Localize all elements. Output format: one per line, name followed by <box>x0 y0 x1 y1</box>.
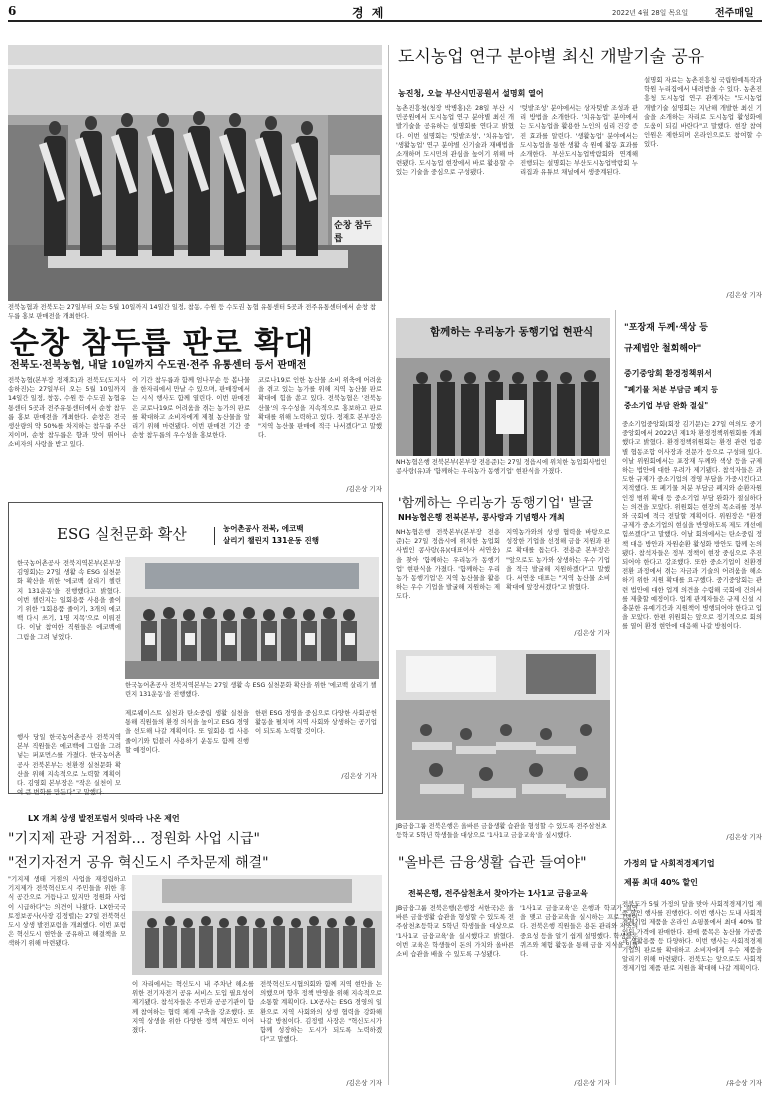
main-article-col2: 이 기간 참두릅과 함께 엄나무순 등 봄나물을 한자리에서 만날 수 있으며, 판매장에서는 시식 행사도 함께 열린다. 이번 판매전은 코로나19로 어려움을 겪는 농가의 판로를 확대하고 소비자에게 제철 농산물을 알리기 위해 마련됐다. 이번 판매전 기간 중 순창 참두릅의 우수성을 홍보한다. <box>132 376 250 440</box>
lx-article-col2: 이 자리에서는 혁신도시 내 주차난 해소를 위한 전기자전거 공유 서비스 도입 필요성이 제기됐다. 참석자들은 주민과 공공기관이 함께 참여하는 협력 체계 구축을 강조했다. 또 지역 상생을 위한 다양한 정책 제안도 이어졌다. <box>132 980 254 1035</box>
agri-subhead: 농진청, 오늘 부산시민공원서 설명회 열어 <box>398 89 544 98</box>
issue-date: 2022년 4월 28일 목요일 <box>612 9 689 17</box>
reg-quote2: 중소기업 부담 완화 절실" <box>624 401 709 410</box>
esg-headline: ESG 실천문화 확산 <box>57 525 187 543</box>
esg-article-col-b1: 행사 당일 한국농어촌공사 전북지역본부 직원들은 에코백에 그림을 그려 넣는 퍼포먼스를 가졌다. 한국농어촌공사 전북본부는 친환경 실천문화 확산을 위해 지속적으로 노력할 계획이다. 김영회 본부장은 "작은 실천이 모여 큰 변화를 만든다"고 말했다. <box>17 733 121 797</box>
coop-photo-caption: NH농협은행 전북본부(본부장 전용준)는 27일 정읍시에 위치한 농업회사법인 콩사랑(유)과 '함께하는 우리농가 동행기업' 현판식을 가졌다. <box>396 459 607 475</box>
lx-forum-image <box>132 875 382 975</box>
main-article-col3: 코로나19로 인한 농산물 소비 위축에 어려움을 겪고 있는 농가를 위해 지역 농산물 판로 확대에 힘을 쏟고 있다. 전북농협은 '전북농산물'의 우수성을 지속적으로 홍보하고 판로 확대를 위해 노력하고 있다. 정재호 본부장은 "지역 농산물 판매에 적극 나서겠다"고 말했다. <box>258 376 382 440</box>
page-number: 6 <box>8 4 17 18</box>
coop-headline: '함께하는 우리농가 동행기업' 발굴 <box>398 496 594 511</box>
agri-article-col2: '텃밭조성' 분야에서는 상자텃밭 조성과 관리 방법을 소개한다. '치유농업' 분야에서는 도시농업을 활용한 노인의 심리 건강 증진 효과를 알린다. '생활농업' 분야에서는 도시농업을 통한 생활 속 원예 활동 효과를 소개한다. 부산도시농업박람회와 연계해 진행되는 설명회는 부산도시농업박람회 누리집과 유튜브 채널에서 생중계된다. <box>520 104 638 177</box>
reg-quote1: "폐기물 처분 부담금 폐지 등 <box>624 385 719 394</box>
photo-banner: 순창 참두릅 <box>332 217 382 245</box>
coop-byline: /김은상 기자 <box>574 629 610 637</box>
esg-divider <box>214 527 215 545</box>
esg-article-col-b3: 한편 ESG 경영을 중심으로 다양한 사회공헌 활동을 펼치며 지역 사회와 상생하는 공기업이 되도록 노력할 것이다. <box>255 709 377 736</box>
main-headline: 순창 참두릅 판로 확대 <box>10 326 315 361</box>
esg-photo-caption: 한국농어촌공사 전북지역본부는 27일 생활 속 ESG 실천문화 확산을 위한 '에코백 살리기 챌린지 131운동'을 진행했다. <box>125 682 377 698</box>
finance-headline: "올바른 금융생활 습관 들여야" <box>398 855 587 871</box>
classroom-image <box>396 650 610 820</box>
family-article-body: 전북도가 5월 가정의 달을 맞아 사회적경제기업 제품 할인 행사를 진행한다. 이번 행사는 도내 사회적경제기업 제품을 온라인 쇼핑몰에서 최대 40% 할인된 가격에 판매한다. 판매 품목은 농산물 가공품과 생활용품 등 다양하다. 이번 행사는 사회적경제기업의 판로를 확대하고 소비자에게 우수 제품을 알리기 위해 마련됐다. 전북도는 앞으로도 사회적경제기업 제품 판로 지원을 확대해 나갈 계획이다. <box>622 900 762 973</box>
family-headline2: 제품 최대 40% 할인 <box>624 878 698 887</box>
lx-article-col1: "기지제 생태 거점의 사업을 재정립하고 기지제가 전북혁신도시 주민들을 위한 휴식 공간으로 거듭나고 있지만 정원화 사업이 시급하다"는 의견이 나왔다. LX한국국토정보공사(사장 김정렬)는 27일 전북혁신도시 상생 발전포럼을 개최했다. 이번 포럼은 혁신도시 현안을 공유하고 해결책을 모색하기 위해 마련됐다. <box>8 875 126 948</box>
coop-subhead: NH농협은행 전북본부, 콩사랑과 기념행사 개최 <box>398 513 565 522</box>
agri-headline: 도시농업 연구 분야별 최신 개발기술 공유 <box>398 47 705 67</box>
agri-byline: /김은상 기자 <box>726 291 762 299</box>
lx-byline: /김은상 기자 <box>346 1079 382 1087</box>
esg-photo <box>125 557 379 679</box>
lx-photo <box>132 875 382 975</box>
esg-article-col1: 한국농어촌공사 전북지역본부(본부장 김영회)는 27일 생활 속 ESG 실천문화 확산을 위한 '에코백 살리기 챌린지 131운동'을 진행했다고 밝혔다. 이번 챌린지는 일회용품 사용을 줄이기 위한 '1회용품 줄이기, 3개의 에코백 다시 쓰기, 1명 지목'으로 이뤄진다. 이날 참여한 직원들은 에코백에 그림을 그려 넣었다. <box>17 559 121 641</box>
esg-byline: /김은상 기자 <box>341 772 377 780</box>
esg-side-head1: 농어촌공사 전북, 에코백 <box>223 524 304 533</box>
agri-article-col1: 농촌진흥청(청장 박병홍)은 28일 부산 시민공원에서 도시농업 연구 분야별 최신 개발기술을 공유하는 설명회를 연다고 밝혔다. 이번 설명회는 '텃밭조성', '치유농업', '생활농업' 연구 분야별 신기술과 재배법을 소개하며 도시민의 관심을 높이기 위해 마련됐다. 도시농업 현장에서 바로 활용할 수 있는 기술을 중심으로 구성됐다. <box>396 104 514 177</box>
finance-subhead: 전북은행, 전주삼천초서 찾아가는 1사1교 금융교육 <box>408 889 588 898</box>
finance-photo <box>396 650 610 820</box>
reg-headline1: "포장재 두께·색상 등 <box>624 323 708 333</box>
reg-headline2: 규제법안 철회해야" <box>624 344 702 354</box>
reg-byline: /김은상 기자 <box>726 833 762 841</box>
agri-article-col3: 설명회 자료는 농촌진흥청 국립원예특작과학원 누리집에서 내려받을 수 있다. 농촌진흥청 도시농업 연구 관계자는 "도시농업 개발기술 설명회는 지난해 개발한 최신 기술을 소개하는 자리로 도시농업 활성화에 도움이 되길 바란다"고 말했다. 현장 참여 인원은 제한되며 온라인으로도 참여할 수 있다. <box>644 76 762 149</box>
finance-byline: /김은상 기자 <box>574 1079 610 1087</box>
family-byline: /유승상 기자 <box>726 1079 762 1087</box>
section-title: 경 제 <box>352 6 386 20</box>
lx-kicker: LX 개최 상생 발전포럼서 잇따라 나온 제언 <box>28 814 180 823</box>
main-subhead: 전북도·전북농협, 내달 10일까지 수도권·전주 유통센터 등서 판매전 <box>10 360 307 371</box>
coop-article-col1: NH농협은행 전북본부(본부장 전용준)는 27일 정읍시에 위치한 농업회사법인 콩사랑(유)(대표이사 서연웅)을 찾아 '함께하는 우리농가 동행기업' 현판식을 가졌다. '함께하는 우리농가 동행기업'은 지역 농산물을 활용하는 우수 기업을 발굴해 지원하는 제도다. <box>396 528 500 601</box>
family-headline1: 가정의 달 사회적경제기업 <box>624 859 715 868</box>
esg-article-box <box>8 502 383 797</box>
esg-group-image <box>125 557 379 679</box>
esg-article-col-b2: 제로웨이스트 실천과 탄소중립 생활 실천을 통해 직원들의 환경 의식을 높이고 ESG 경영을 선도해 나갈 계획이다. 또 일회용 컵 사용 줄이기와 텀블러 사용하기 운동도 함께 진행할 예정이다. <box>125 709 250 754</box>
esg-side-head2: 살리기 챌린지 131운동 진행 <box>223 536 319 545</box>
main-photo-caption: 전북농협과 전북도는 27일부터 오는 5월 10일까지 14일간 일정, 참동, 수원 등 수도권 농협 유통센터 5곳과 전주유통센터에서 순창 참두릅 홍보 판매전을 개최한다. <box>8 304 377 320</box>
column-divider-left <box>388 45 389 1085</box>
coop-photo-banner: 함께하는 우리농가 동행기업 현판식 <box>430 326 594 338</box>
reg-article-body: 중소기업중앙회(회장 김기문)는 27일 여의도 중기중앙회에서 2022년 제1차 환경정책위원회를 개최했다고 밝혔다. 환경정책위원회는 환경 관련 업종별 협동조합 이사장과 전문가 등으로 구성돼 있다. 이날 위원회에서는 포장재 두께와 색상 등을 규제하는 법안에 대한 우려가 제기됐다. 참석자들은 과도한 규제가 중소기업의 경영 부담을 가중시킨다고 지적했다. 또 폐기물 처분 부담금 폐지와 순환자원 인정 범위 확대 등 중소기업 부담 완화가 절실하다는 의견을 모았다. 위원회는 현장의 목소리를 정부와 국회에 적극 전달할 계획이다. 위원장은 "환경 규제가 중소기업의 현실을 반영하도록 제도 개선에 힘쓰겠다"고 말했다. 이날 회의에서는 탄소중립 정책 대응 방안과 자원순환 활성화 방안도 함께 논의됐다. 참석자들은 정부 정책이 현장 중심으로 추진되어야 한다고 강조했다. 또한 중소기업이 친환경 전환 과정에서 겪는 자금과 기술의 어려움을 해소하기 위한 지원 확대를 요구했다. 중기중앙회는 관련 법안에 대한 업계 의견을 수렴해 국회에 건의서를 제출할 예정이다. 업계 관계자들은 규제 신설 시 충분한 유예기간과 지원책이 병행되어야 한다고 입을 모았다. 한편 위원회는 앞으로 정기적으로 회의를 열어 환경 현안에 대응해 나갈 방침이다. <box>622 420 762 631</box>
lx-headline1: "기지제 관광 거점화… 정원화 사업 시급" <box>8 831 260 847</box>
main-article-photo <box>8 45 382 301</box>
main-article-byline: /김은상 기자 <box>346 485 382 493</box>
finance-photo-caption: JB금융그룹 전북은행은 올바른 금융생활 습관을 형성할 수 있도록 전주삼천초등학교 5학년 학생들을 대상으로 '1사1교 금융교육'을 실시했다. <box>396 823 607 839</box>
finance-article-col2: '1사1교 금융교육'은 은행과 학교가 결연을 맺고 금융교육을 실시하는 프로그램이다. 전북은행 직원들은 용돈 관리와 저축의 중요성 등을 알기 쉽게 설명했다. 학생들은 퀴즈와 체험 활동을 통해 금융 지식을 익혔다. <box>520 904 638 959</box>
lx-article-col3: 전북혁신도시협의회와 함께 지역 현안을 논의했으며 향후 정책 반영을 위해 지속적으로 소통할 계획이다. LX공사는 ESG 경영의 일환으로 지역 사회와의 상생 협력을 강화해 나갈 방침이다. 김정렬 사장은 "혁신도시가 함께 성장하는 도시가 되도록 노력하겠다"고 말했다. <box>260 980 382 1044</box>
paper-name: 전주매일 <box>715 8 754 19</box>
coop-article-col2: 지역농가와의 상생 협력을 바탕으로 성장한 기업을 선정해 금융 지원과 판로 확대를 돕는다. 전용준 본부장은 "앞으로도 농가와 상생하는 우수 기업을 적극 발굴해 지원하겠다"고 말했다. 서연웅 대표는 "지역 농산물 소비 확대에 앞장서겠다"고 밝혔다. <box>506 528 610 592</box>
coop-photo <box>396 318 610 456</box>
reg-subhead: 중기중앙회 환경정책위서 <box>624 369 712 378</box>
main-article-col1: 전북농협(본부장 정재호)과 전북도(도지사 송하진)는 27일부터 오는 5월 10일까지 14일간 일정, 창동, 수원 등 수도권 농협유통센터 5곳과 전주유통센터에서 순창 참두릅 홍보 판매전을 개최한다. 순창은 전국 생산량의 약 50%를 차지하는 참두릅 주산지이며, 순창 참두릅은 향과 맛이 뛰어나 소비자의 사랑을 받고 있다. <box>8 376 126 449</box>
lx-headline2: "전기자전거 공유 혁신도시 주차문제 해결" <box>8 855 269 871</box>
finance-article-col1: JB금융그룹 전북은행(은행장 서한국)은 올바른 금융생활 습관을 형성할 수 있도록 전주삼천초등학교 5학년 학생들을 대상으로 '1사1교 금융교육'을 실시했다고 밝혔다. 이번 교육은 학생들이 돈의 가치와 올바른 소비 습관을 배울 수 있도록 구성됐다. <box>396 904 514 959</box>
header-rule <box>8 20 762 22</box>
